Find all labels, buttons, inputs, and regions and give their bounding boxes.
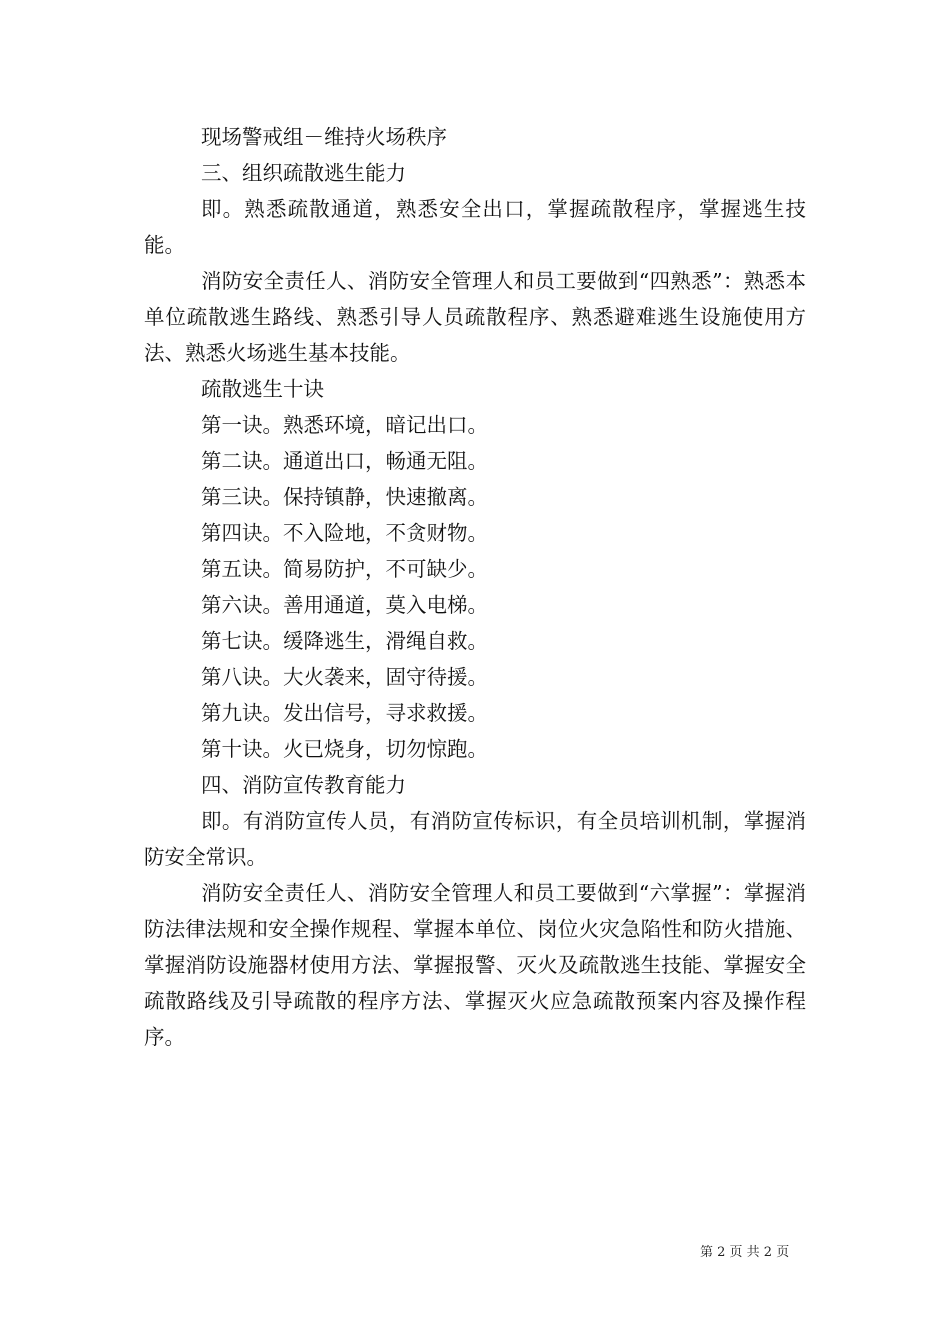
- rule-5: 第五诀。简易防护，不可缺少。: [201, 557, 488, 581]
- rule-2: 第二诀。通道出口，畅通无阻。: [201, 449, 488, 473]
- paragraph-1: 现场警戒组－维持火场秩序: [201, 125, 447, 149]
- rule-3: 第三诀。保持镇静，快速撤离。: [201, 485, 488, 509]
- rule-4: 第四诀。不入险地，不贪财物。: [201, 521, 488, 545]
- paragraph-publicity: 即。有消防宣传人员，有消防宣传标识，有全员培训机制，掌握消防安全常识。: [144, 809, 806, 869]
- rule-1: 第一诀。熟悉环境，暗记出口。: [201, 413, 488, 437]
- document-body: [144, 119, 806, 1055]
- rule-10: 第十诀。火已烧身，切勿惊跑。: [201, 737, 488, 761]
- rule-7: 第七诀。缓降逃生，滑绳自救。: [201, 629, 488, 653]
- paragraph-six-mastery: 消防安全责任人、消防安全管理人和员工要做到“六掌握”：掌握消防法律法规和安全操作规程、掌握本单位、岗位火灾急陷性和防火措施、掌握消防设施器材使用方法、掌握报警、灭火及疏散逃生技能、掌握安全疏散路线及引导疏散的程序方法、掌握灭火应急疏散预案内容及操作程序。: [144, 881, 806, 1049]
- section-heading-3: 三、组织疏散逃生能力: [201, 161, 406, 185]
- page-number-footer: 第 2 页 共 2 页: [700, 1245, 790, 1260]
- rule-6: 第六诀。善用通道，莫入电梯。: [201, 593, 488, 617]
- paragraph-3: 即。熟悉疏散通道，熟悉安全出口，掌握疏散程序，掌握逃生技能。: [144, 197, 806, 257]
- section-heading-4: 四、消防宣传教育能力: [201, 773, 406, 797]
- list-title-ten-rules: 疏散逃生十诀: [201, 377, 324, 401]
- rule-8: 第八诀。大火袭来，固守待援。: [201, 665, 488, 689]
- paragraph-four-familiar: 消防安全责任人、消防安全管理人和员工要做到“四熟悉”：熟悉本单位疏散逃生路线、熟悉引导人员疏散程序、熟悉避难逃生设施使用方法、熟悉火场逃生基本技能。: [144, 269, 806, 365]
- rule-9: 第九诀。发出信号，寻求救援。: [201, 701, 488, 725]
